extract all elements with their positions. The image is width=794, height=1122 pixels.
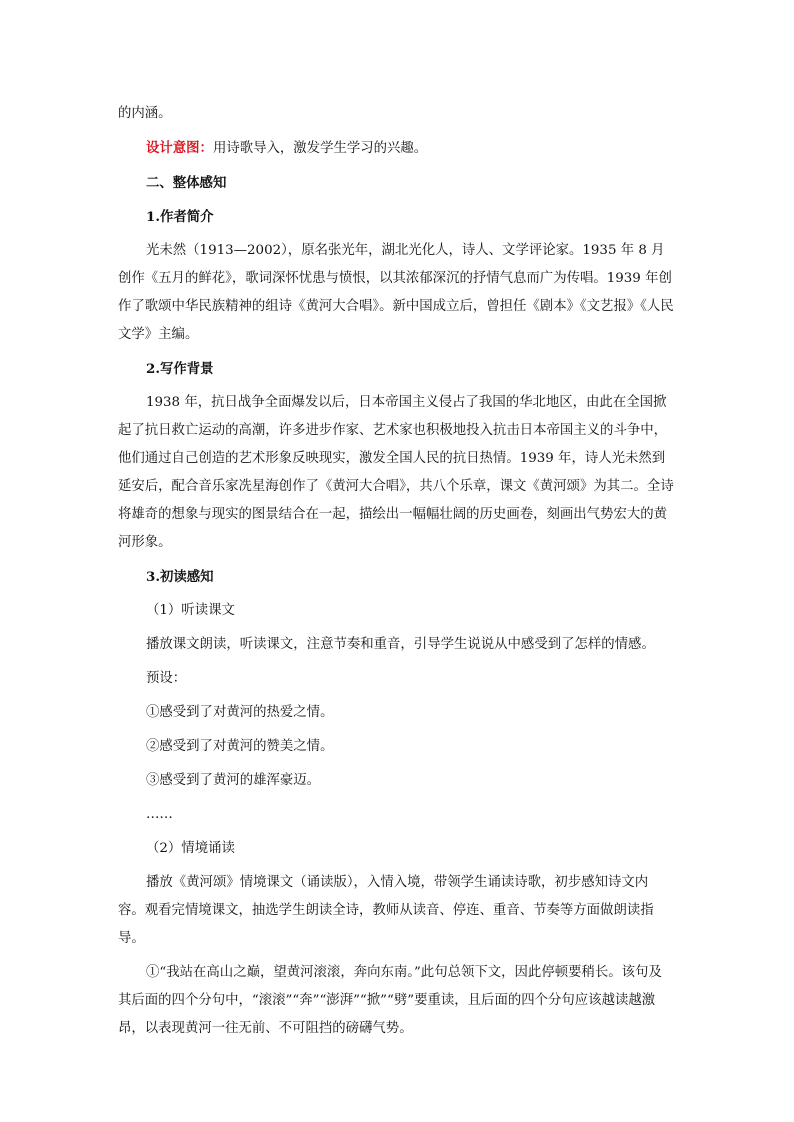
design-intent-text: 用诗歌导入，激发学生学习的兴趣。: [212, 141, 428, 156]
subheading-background: 2.写作背景: [146, 361, 214, 377]
reading-guide-paragraph: ①“我站在高山之巅，望黄河滚滚，奔向东南。”此句总领下文，因此停顿要稍长。该句及其后面的四个分句中，“滚滚”“奔”“澎湃”“掀”“劈”要重读，且后面的四个分句应该越读越激昂，以表现黄河一往无前、不可阻挡的磅礴气势。: [118, 965, 662, 1036]
sub-item-situational: （2）情境诵读: [146, 841, 235, 856]
preset-item-3: ③感受到了黄河的雄浑豪迈。: [146, 773, 321, 788]
section-heading-overall: 二、整体感知: [146, 175, 227, 191]
preset-label: 预设：: [146, 671, 187, 686]
background-paragraph: 1938 年，抗日战争全面爆发以后，日本帝国主义侵占了我国的华北地区，由此在全国掀起了抗日救亡运动的高潮，许多进步作家、艺术家也积极地投入抗击日本帝国主义的斗争中，他们通过自己创造的艺术形象反映现实，激发全国人民的抗日热情。1939 年，诗人光未然到延安后，配合音乐家冼星海创作了《黄河大合唱》，共八个乐章，课文《黄河颂》为其二。全诗将雄奇的想象与现实的图景结合在一起，描绘出一幅幅壮阔的历史画卷，刻画出气势宏大的黄河形象。: [118, 395, 674, 550]
author-bio-paragraph: 光未然（1913—2002），原名张光年，湖北光化人，诗人、文学评论家。1935 年 8 月创作《五月的鲜花》，歌词深怀忧患与愤恨，以其浓郁深沉的抒情气息而广为传唱。1939 年创作了歌颂中华民族精神的组诗《黄河大合唱》。新中国成立后，曾担任《剧本》《文艺报》《人民文学》主编。: [118, 243, 674, 342]
preset-item-1: ①感受到了对黄河的热爱之情。: [146, 705, 334, 720]
document-body: [118, 100, 674, 1049]
design-intent-paragraph: [118, 134, 674, 163]
design-intent-label: 设计意图：: [146, 140, 213, 156]
subheading-reading: 3.初读感知: [146, 569, 214, 585]
sub-item-listen: （1）听读课文: [146, 603, 235, 618]
ellipsis: ……: [146, 807, 173, 822]
paragraph-continuation: 的内涵。: [118, 106, 172, 121]
situational-paragraph: 播放《黄河颂》情境课文（诵读版），入情入境，带领学生诵读诗歌，初步感知诗文内容。观看完情境课文，抽选学生朗读全诗，教师从读音、停连、重音、节奏等方面做朗读指导。: [118, 875, 654, 946]
subheading-author: 1.作者简介: [146, 209, 214, 225]
preset-item-2: ②感受到了对黄河的赞美之情。: [146, 739, 334, 754]
listen-paragraph: 播放课文朗读，听读课文，注意节奏和重音，引导学生说说从中感受到了怎样的情感。: [146, 637, 655, 652]
